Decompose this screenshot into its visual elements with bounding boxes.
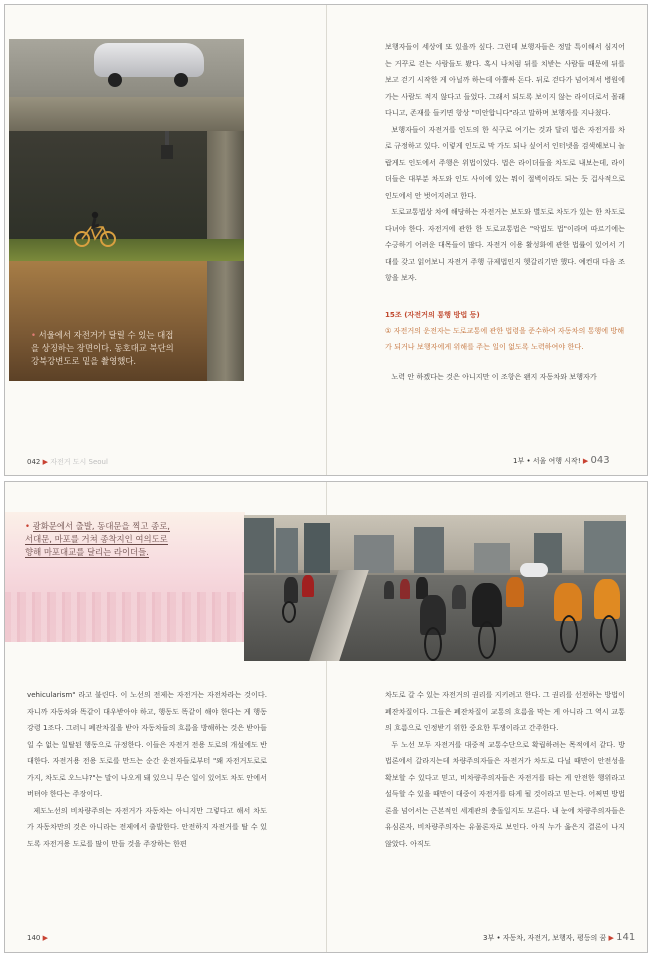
folio-left bbox=[27, 934, 48, 942]
page-number: 043 bbox=[590, 455, 610, 466]
running-head: 1부 • 서울 여행 시작! bbox=[513, 457, 581, 465]
page-spread-bottom bbox=[4, 481, 648, 953]
triangle-icon: ▶ bbox=[582, 457, 589, 465]
photo-grass bbox=[9, 239, 244, 261]
photo-caption-text: 서울에서 자전거가 달릴 수 있는 대접을 상징하는 장면이다. 동호대교 북단의 강북강변도로 밑을 촬영했다. bbox=[31, 330, 174, 366]
cyclist-icon bbox=[73, 209, 117, 249]
law-article-title: 15조 (자전거의 통행 방법 등) bbox=[385, 310, 480, 319]
paragraph: 노력 안 하겠다는 것은 아니지만 이 조항은 왠지 자동차와 보행자가 bbox=[391, 372, 597, 381]
gutter bbox=[326, 5, 327, 475]
folio-right bbox=[483, 932, 635, 943]
folio-left bbox=[27, 457, 108, 467]
photo-bridge-cyclist bbox=[9, 39, 244, 381]
photo-riders-bridge bbox=[244, 515, 626, 661]
running-head: 3부 • 자동차, 자전거, 보행자, 평등의 꿈 bbox=[483, 934, 607, 942]
law-article-body: ① 자전거의 운전자는 도로교통에 관한 법령을 준수하여 자동차의 통행에 방해가 되거나 보행자에게 위해를 주는 일이 없도록 노력하여야 한다. bbox=[385, 326, 625, 351]
photo-lamp bbox=[161, 145, 173, 159]
bullet-icon: • bbox=[25, 521, 30, 531]
body-text-page-043 bbox=[385, 39, 625, 287]
paragraph: 보행자들이 세상에 또 있을까 싶다. 그런데 보행자들은 정말 특이해서 심지어는 거꾸로 걷는 사람들도 봤다. 혹시 나처럼 뒤를 치받는 사람들 때문에 뒤를 보고 걷기 시작한 게 아닐까 하는데 아뿔싸 돈다. 뒤로 걷다가 넘어져서 병원에 가는 사람도 적지 않다고 들었다. 그래서 되도록 보이지 않는 라이더로서 몰래 다니고, 존재를 들키면 항상 "미안합니다"라고 말하며 보행자를 지나쳤다. bbox=[385, 42, 625, 117]
page-spread-top bbox=[4, 4, 648, 476]
body-text-page-141 bbox=[385, 687, 625, 852]
page-number: 141 bbox=[616, 932, 636, 943]
decorative-crowd-tint bbox=[5, 592, 245, 642]
paragraph: 제도노선의 비차량주의는 자전거가 자동차는 아니지만 그렇다고 해서 차도가 자동차만의 것은 아니라는 전제에서 출발한다. 안전하지 자전거를 탈 수 있도록 자전거용 도로를 많이 만들 것을 주장하는 한편 bbox=[27, 805, 267, 848]
body-text-page-140 bbox=[27, 687, 267, 852]
page-number: 042 bbox=[27, 458, 41, 466]
paragraph: vehicularism" 라고 불린다. 이 노선의 전제는 자전거는 자전차라는 것이다. 자니까 자동차와 똑같이 대우받아야 하고, 행동도 똑같이 해야 한다는 게 행동 강령 1조다. 그러니 폐잔차질을 받아 자동차들의 흐름을 방해하는 것은 받아들일 수 없는 일탈된 행동으로 규정한다. 이들은 자전거 전용 도로의 개설에도 반대한다. 자전거용 전용 도로를 만드는 순간 운전자들로부터 "왜 자전거도로로 가지, 차도로 오느냐?"는 말이 나오게 돼 있으니 무슨 일이 있어도 차도 안에서 버텨야 한다는 주장이다. bbox=[27, 690, 267, 798]
running-head: 자전거 도시 Seoul bbox=[50, 458, 108, 466]
photo-caption bbox=[31, 329, 181, 368]
photo-car bbox=[94, 43, 204, 77]
paragraph: 보행자들이 자전거를 인도의 한 식구로 여기는 것과 달리 법은 자전거를 차로 규정하고 있다. 이렇게 인도로 막 가도 되나 싶어서 인터넷을 검색해보니 놀랍게도 인도에서 주행은 위법이었다. 법은 라이더들을 차도로 내보는데, 라이더들은 대부분 차도와 인도 사이에 있는 뭐이 절벽이라도 되는 듯 겁사적으로 인도에서 안 벗어지려고 한다. bbox=[385, 124, 625, 200]
photo-caption-line: 향해 마포대교를 달리는 라이더들. bbox=[25, 547, 149, 557]
photo-bridge-beam bbox=[9, 97, 244, 131]
triangle-icon: ▶ bbox=[42, 458, 48, 466]
paragraph: 도로교통법상 차에 해당하는 자전거는 보도와 별도로 차도가 있는 한 차도로 다녀야 한다. 자전거에 관한 한 도로교통법은 "악법도 법"이라며 따르기에는 수긍하기 어려운 대목들이 많다. 자전거 이용 활성화에 관한 법률이 있어서 기대를 갖고 읽어보니 자전거 주행 규제법인지 헷갈리기만 했다. 예컨대 다음 조항을 보자. bbox=[385, 207, 625, 282]
triangle-icon: ▶ bbox=[608, 934, 614, 942]
photo-caption-line: 서대문, 마포를 거쳐 종착지인 여의도로 bbox=[25, 534, 168, 544]
triangle-icon: ▶ bbox=[42, 934, 48, 942]
folio-right bbox=[513, 455, 610, 466]
paragraph: 차도로 갈 수 있는 자전거의 권리를 지키려고 한다. 그 권리를 선전하는 방법이 폐잔차질이다. 그들은 폐잔차질이 교통의 흐름을 막는 게 아니라 그 역시 교통의 흐름으로 인정받기 위한 중요한 투쟁이라고 간주한다. bbox=[385, 690, 625, 732]
paragraph: 두 노선 모두 자전거를 대중적 교통수단으로 확립하려는 목적에서 같다. 방법론에서 갈라지는데 차량주의자들은 자전거가 차도로 다닐 때만이 안전성을 확보할 수 있다고 믿고, 비차량주의자들은 자전거를 타는 게 안전한 행위라고 설득할 수 있을 때만이 대중이 자전거를 타게 될 것이라고 믿는다. 어쩌면 방법론을 넘어서는 근본적인 세계관의 충돌일지도 모른다. 내 눈에 차량주의자들은 유심론자, 비차량주의자는 유물론자로 보인다. 아직 누가 옳은지 결론이 나지 않았다. 아직도 bbox=[385, 739, 625, 848]
photo-caption-line: 광화문에서 출발, 동대문을 찍고 종로, bbox=[32, 521, 170, 531]
body-text-continued bbox=[385, 369, 625, 386]
photo-caption bbox=[25, 520, 175, 559]
bullet-icon: • bbox=[31, 330, 36, 340]
page-number: 140 bbox=[27, 934, 41, 942]
